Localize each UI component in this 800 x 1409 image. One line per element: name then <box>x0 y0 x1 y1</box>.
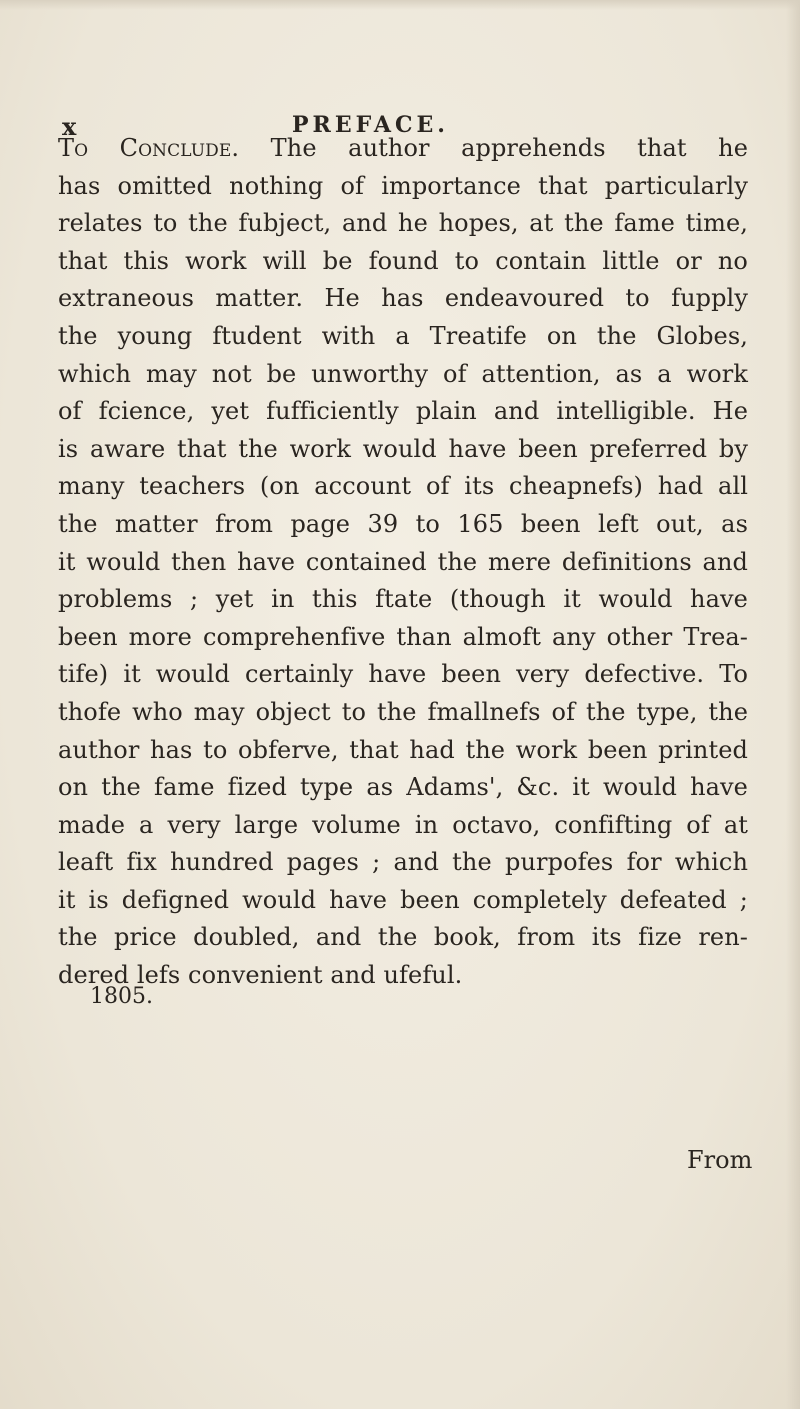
text-line-15: tife) it would certainly have been very defective. To <box>58 660 748 689</box>
catchword: From <box>687 1146 753 1174</box>
text-line-1: To Conclude. The author apprehends that he <box>58 134 748 162</box>
text-line-17: author has to obferve, that had the work been printed <box>58 735 748 764</box>
preface-paragraph <box>58 130 748 995</box>
text-line-3: relates to the fubject, and he hopes, at the fame time, <box>58 209 748 238</box>
text-line-10: many teachers (on account of its cheapnefs) had all <box>58 472 748 501</box>
page-edge-shadow <box>786 0 800 1409</box>
preface-date: 1805. <box>90 984 153 1009</box>
running-title: PREFACE. <box>292 112 449 138</box>
text-line-12: it would then have contained the mere definitions and <box>58 547 748 576</box>
text-line-8: of fcience, yet fufficiently plain and intelligible. He <box>58 397 748 426</box>
text-line-20: leaft fix hundred pages ; and the purpofes for which <box>58 848 748 877</box>
text-line-18: on the fame fized type as Adams', &c. it would have <box>58 773 748 802</box>
text-line-13: problems ; yet in this ftate (though it would have <box>58 585 748 614</box>
text-line-14: been more comprehenfive than almoft any other Trea- <box>58 622 748 651</box>
text-line-21: it is defigned would have been completely defeated ; <box>58 885 748 914</box>
text-line-7: which may not be unworthy of attention, as a work <box>58 359 748 388</box>
text-line-6: the young ftudent with a Treatife on the Globes, <box>58 321 748 350</box>
text-line-2: has omitted nothing of importance that particularly <box>58 171 748 200</box>
lead-in: To Conclude. <box>58 134 240 162</box>
text-line-4: that this work will be found to contain little or no <box>58 246 748 275</box>
text-line-9: is aware that the work would have been preferred by <box>58 434 748 463</box>
page-top-shadow <box>0 0 800 10</box>
text-line-23: dered lefs convenient and ufeful. <box>58 961 463 990</box>
text-line-16: thofe who may object to the fmallnefs of the type, the <box>58 697 748 726</box>
text-line-19: made a very large volume in octavo, confifting of at <box>58 810 748 839</box>
text-line-22: the price doubled, and the book, from its fize ren- <box>58 923 748 952</box>
page-number: x <box>62 112 78 141</box>
text-line-5: extraneous matter. He has endeavoured to fupply <box>58 284 748 313</box>
text-line-11: the matter from page 39 to 165 been left out, as <box>58 509 748 538</box>
